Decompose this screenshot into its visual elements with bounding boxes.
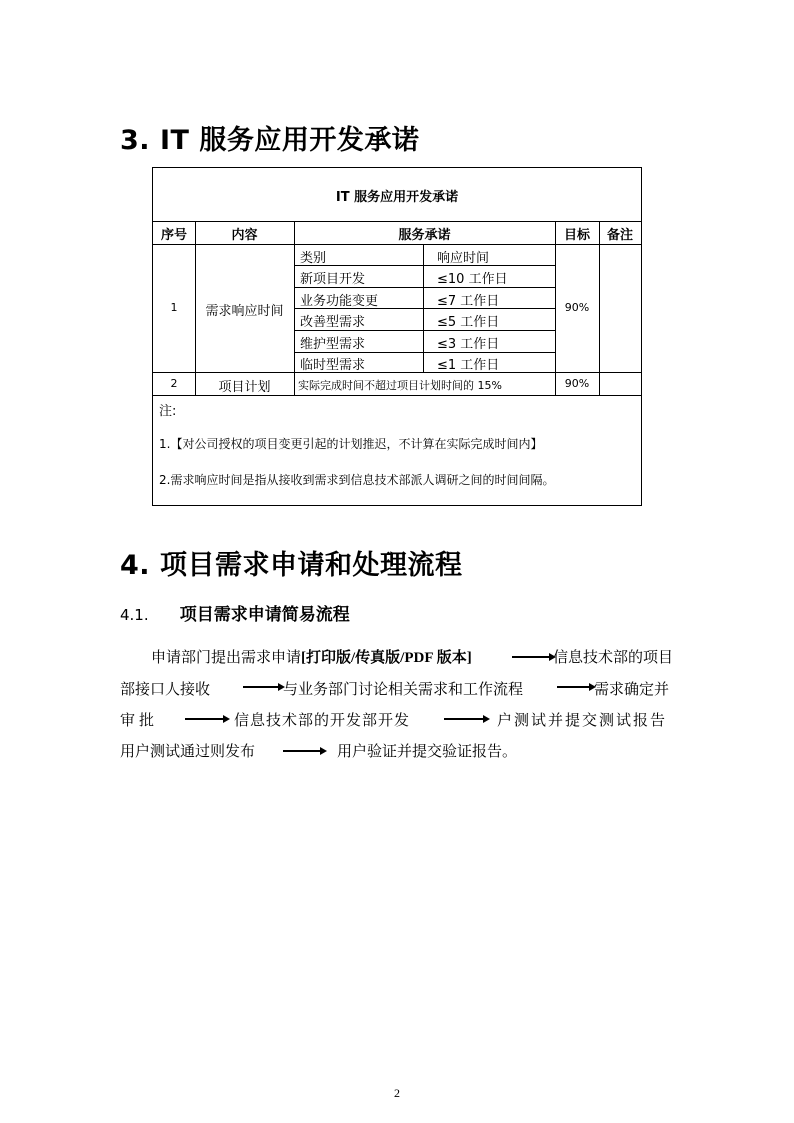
row2-commitment: 实际完成时间不超过项目计划时间的 15% <box>298 379 502 392</box>
item-type: 改善型需求 <box>300 315 366 330</box>
page-number: 2 <box>394 1086 400 1100</box>
flow-step-6: 户测试并提交测试报告 <box>497 711 668 729</box>
flow-step-3: 与业务部门讨论相关需求和工作流程 <box>283 680 524 698</box>
flow-step-5: 信息技术部的开发部开发 <box>234 711 411 729</box>
row2-seq: 2 <box>170 377 178 390</box>
flow-step-4a: 需求确定并 <box>594 680 670 698</box>
section-4-1-number: 4.1. <box>120 606 149 624</box>
table-caption: IT 服务应用开发承诺 <box>335 190 459 205</box>
section-4-1-heading <box>120 600 350 625</box>
section-4-1-title: 项目需求申请简易流程 <box>179 605 350 625</box>
flow-arrow <box>243 686 283 688</box>
row2-content: 项目计划 <box>218 380 271 395</box>
note-2: 2.需求响应时间是指从接收到需求到信息技术部派人调研之间的时间间隔。 <box>159 473 555 487</box>
subheader-time: 响应时间 <box>437 251 490 266</box>
flow-arrow <box>512 656 554 658</box>
item-type: 业务功能变更 <box>300 294 379 309</box>
row2-target: 90% <box>564 377 590 390</box>
flow-step-2b: 部接口人接收 <box>120 680 211 698</box>
section-4-number: 4. <box>120 550 151 581</box>
item-time: ≤3 工作日 <box>437 337 500 352</box>
header-seq: 序号 <box>160 228 187 243</box>
flow-arrow <box>283 750 325 752</box>
notes-label: 注: <box>159 404 177 419</box>
flow-step-8: 用户验证并提交验证报告。 <box>337 742 518 760</box>
flow-arrow <box>557 686 594 688</box>
item-type: 新项目开发 <box>300 272 366 287</box>
item-time: ≤1 工作日 <box>437 358 500 373</box>
item-time: ≤5 工作日 <box>437 315 500 330</box>
flow-step-4b: 审批 <box>120 711 159 729</box>
subheader-type: 类别 <box>300 251 327 266</box>
flow-arrow <box>185 718 228 720</box>
row1-seq: 1 <box>170 301 178 314</box>
section-4-title: 项目需求申请和处理流程 <box>159 550 463 581</box>
header-commitment: 服务承诺 <box>398 228 451 243</box>
flow-arrow <box>444 718 488 720</box>
section-4-heading <box>120 543 462 582</box>
header-content: 内容 <box>231 228 258 243</box>
section-3-number: 3. <box>120 125 151 156</box>
flow-step-1-format: [打印版/传真版/PDF 版本] <box>301 650 472 666</box>
header-target: 目标 <box>563 228 590 243</box>
header-remark: 备注 <box>606 228 633 243</box>
section-3-title: IT 服务应用开发承诺 <box>159 125 420 156</box>
row1-content: 需求响应时间 <box>205 304 284 319</box>
flow-step-1: 申请部门提出需求申请[打印版/传真版/PDF 版本] <box>151 648 472 666</box>
flow-step-7: 用户测试通过则发布 <box>120 742 256 760</box>
section-3-heading <box>120 118 419 157</box>
item-type: 维护型需求 <box>300 337 366 352</box>
flow-step-2a: 信息技术部的项目 <box>553 648 674 666</box>
note-1: 1.【对公司授权的项目变更引起的计划推迟，不计算在实际完成时间内】 <box>159 437 543 451</box>
service-commitment-table <box>152 167 642 506</box>
row1-target: 90% <box>564 301 590 314</box>
item-time: ≤10 工作日 <box>437 272 508 287</box>
item-time: ≤7 工作日 <box>437 294 500 309</box>
item-type: 临时型需求 <box>300 358 366 373</box>
